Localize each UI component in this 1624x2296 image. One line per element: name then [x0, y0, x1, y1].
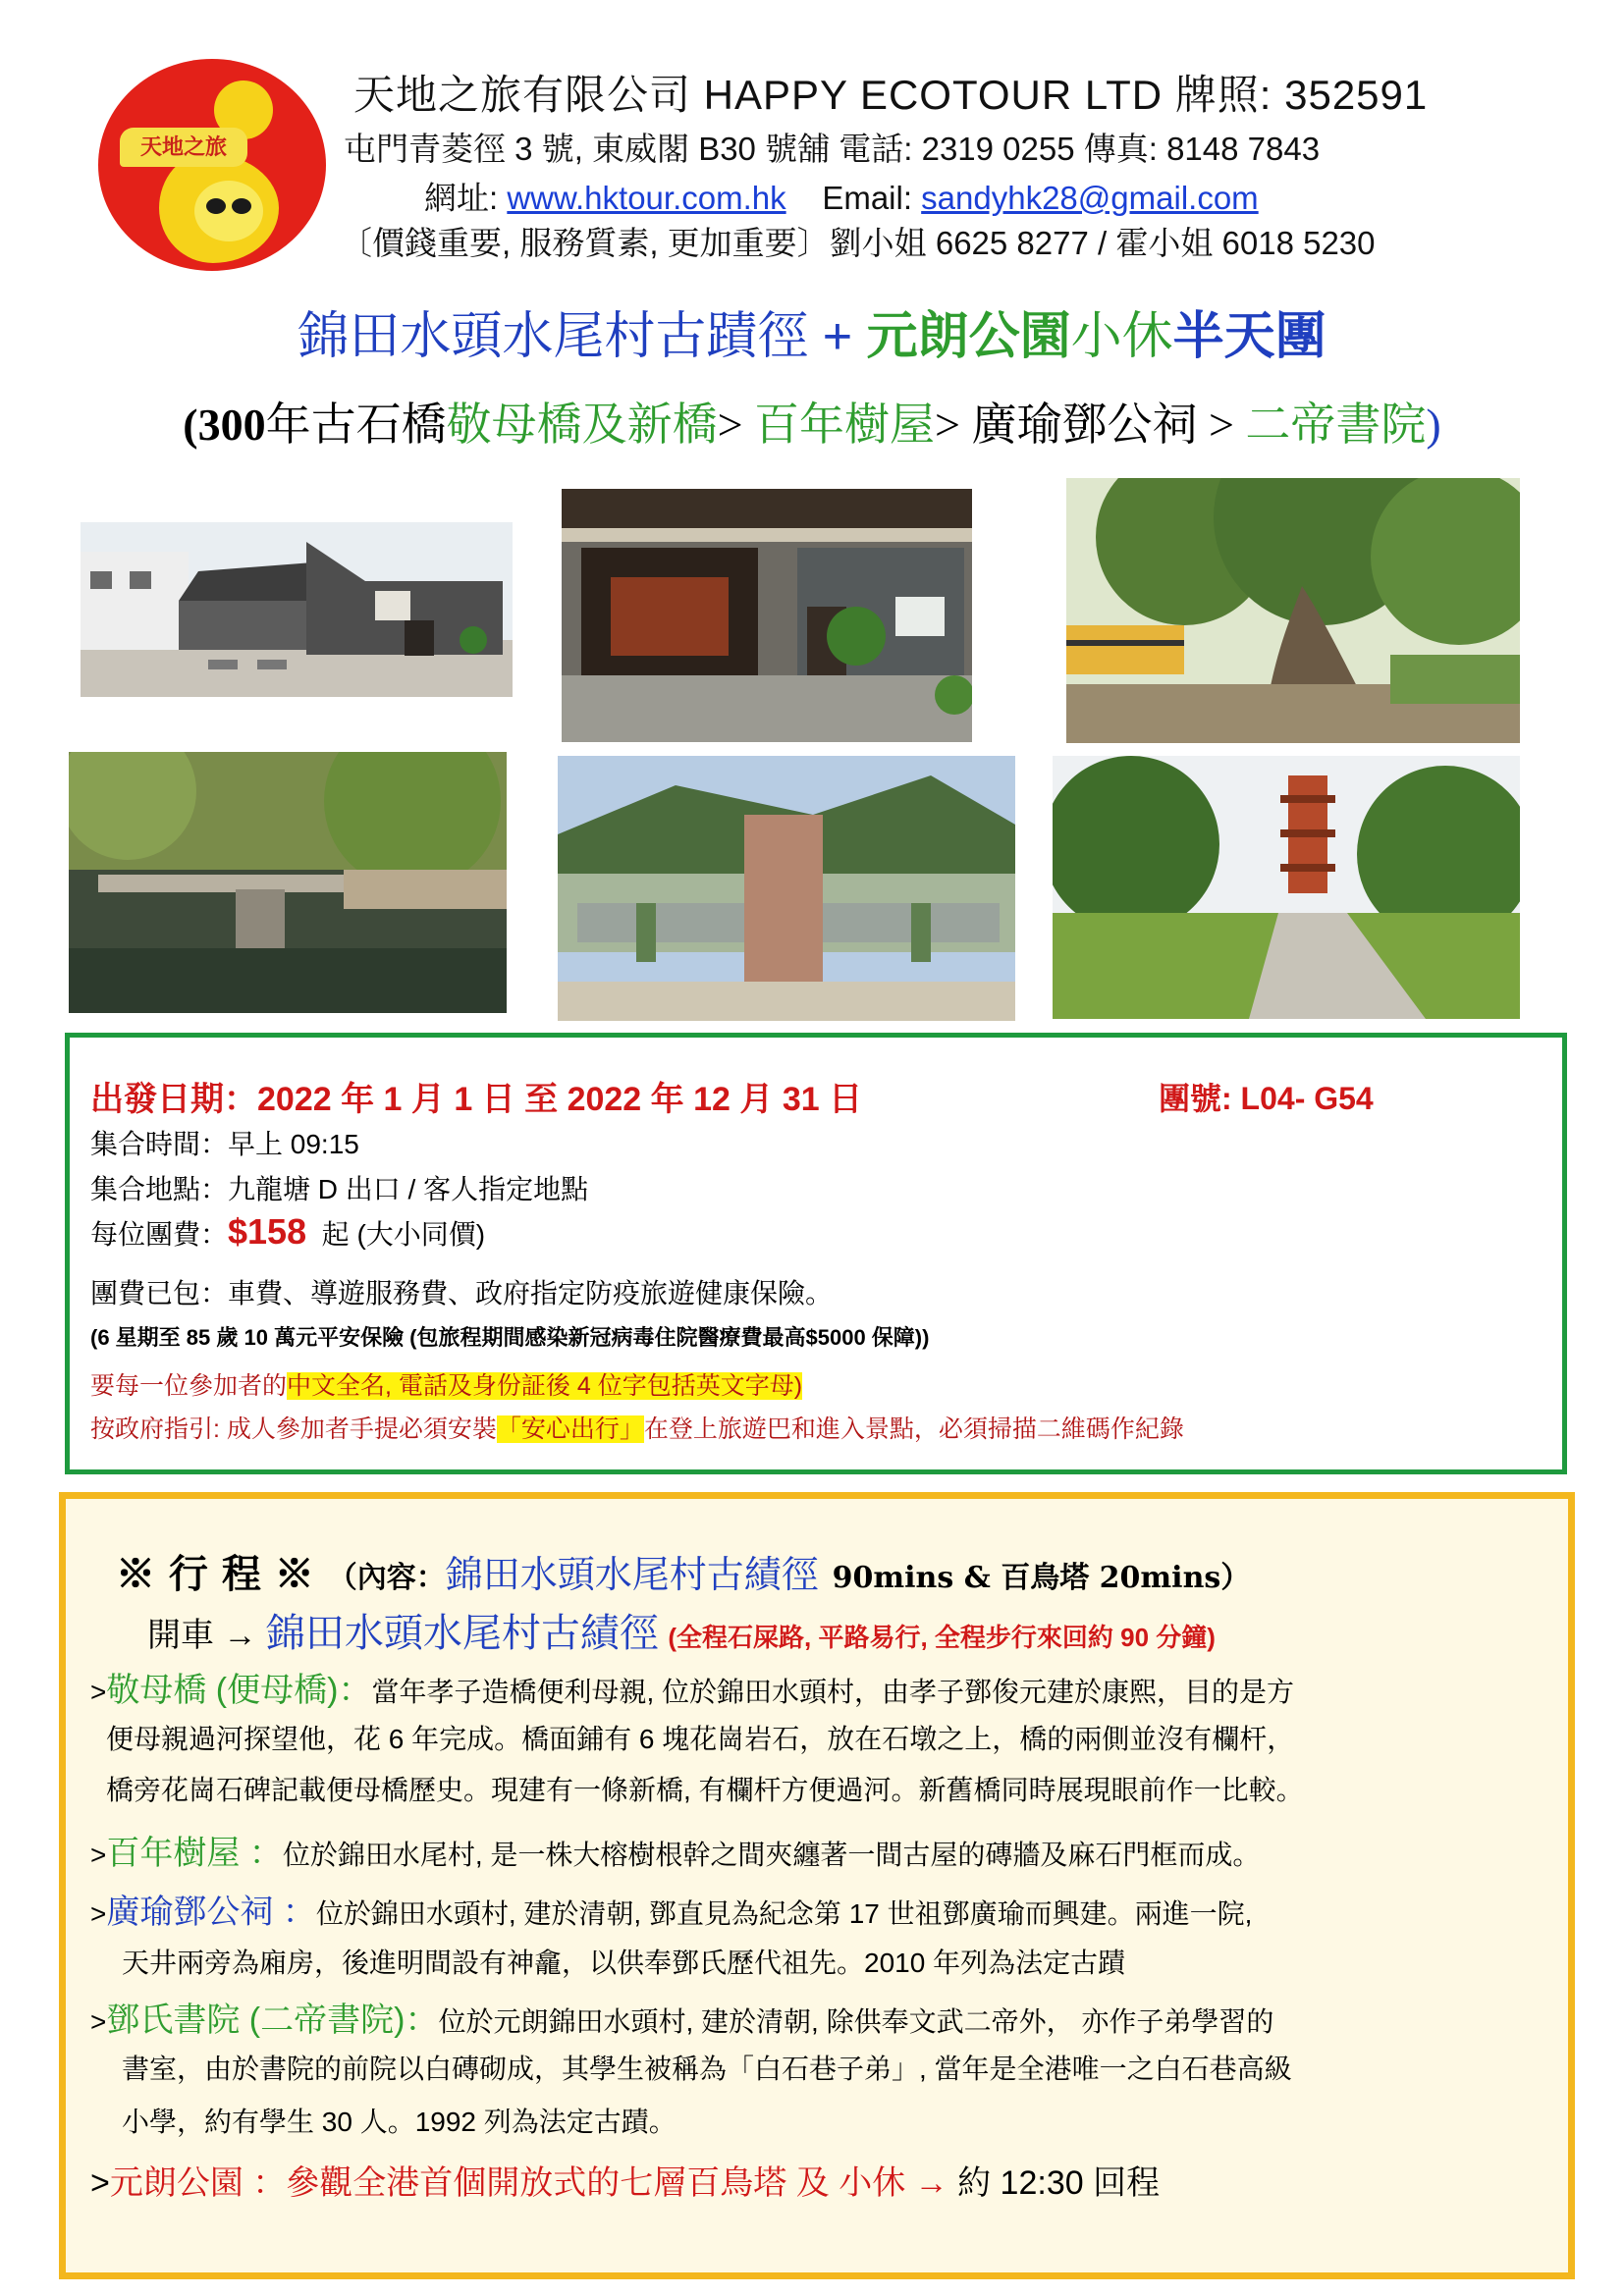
title-part1: 錦田水頭水尾村古蹟徑	[298, 308, 809, 365]
tour-subtitle	[0, 389, 1624, 454]
fee-included: 團費已包：車費、導遊服務費、政府指定防疫旅遊健康保險。	[90, 1278, 834, 1308]
email-label: Email:	[822, 180, 912, 216]
item-title: 百年樹屋 ：	[106, 1835, 283, 1872]
itinerary-item-tang-study-hall	[90, 1993, 1273, 2041]
photo-ancestral-hall-exterior	[81, 522, 513, 697]
title-part4: 半天團	[1172, 308, 1326, 365]
itinerary-item-jingmu-bridge	[90, 1663, 1294, 1711]
sunglasses-icon	[206, 198, 226, 214]
itinerary-content-trail: 錦田水頭水尾村古績徑	[445, 1555, 819, 1596]
departure-date-line	[90, 1072, 862, 1120]
itinerary-content-duration: 90mins & 百鳥塔 20mins）	[832, 1561, 1251, 1595]
insurance-note: (6 星期至 85 歲 10 萬元平安保險 (包旅程期間感染新冠病毒住院醫療費最高$5000 保障))	[90, 1325, 930, 1350]
bullet-icon: >	[90, 1677, 107, 1707]
bullet-icon: >	[90, 1898, 107, 1929]
requirement-prefix: 要每一位參加者的	[90, 1372, 288, 1400]
itinerary-heading	[116, 1543, 1250, 1599]
item-title: 敬母橋 (便母橋)：	[106, 1672, 372, 1709]
title-plus: +	[822, 308, 853, 365]
subtitle-d: 百年樹屋	[754, 400, 936, 450]
drive-note: (全程石屎路, 平路易行, 全程步行來回約 90 分鐘)	[668, 1623, 1216, 1652]
logo-text: 天地之旅	[120, 128, 247, 167]
item-title: 鄧氏書院 (二帝書院)：	[106, 2002, 439, 2039]
company-logo	[98, 59, 326, 271]
requirement-highlight: 中文全名, 電話及身份証後 4 位字包括英文字母)	[287, 1372, 803, 1400]
logo-face	[194, 181, 263, 241]
subtitle-open: (300	[183, 400, 266, 450]
bullet-icon: >	[90, 1840, 107, 1870]
slogan-line: 〔價錢重要, 服務質素, 更加重要〕劉小姐 6625 8277 / 霍小姐 6018 5230	[340, 225, 1376, 261]
email-link[interactable]: sandyhk28@gmail.com	[921, 180, 1259, 216]
itinerary-title: ※ 行 程 ※	[116, 1551, 314, 1597]
guideline-app-name: 「安心出行」	[496, 1415, 644, 1443]
photo-bridge-stele	[558, 756, 1015, 1021]
bullet-icon: >	[90, 2164, 110, 2202]
bullet-icon: >	[90, 2006, 107, 2037]
company-line: 天地之旅有限公司 HAPPY ECOTOUR LTD 牌照: 352591	[353, 72, 1429, 118]
item-text-continued: 橋旁花崗石碑記載便母橋歷史。現建有一條新橋, 有欄杆方便過河。新舊橋同時展現眼前作一比較。	[106, 1775, 1304, 1805]
title-part2: 元朗公園	[866, 308, 1071, 365]
photo-ancestral-hall-courtyard	[562, 489, 972, 742]
return-time: 約 12:30 回程	[957, 2164, 1161, 2202]
item-text-continued: 便母親過河探望他，花 6 年完成。橋面鋪有 6 塊花崗岩石，放在石墩之上，橋的兩側並沒有欄杆，	[106, 1724, 1295, 1754]
tour-title	[0, 294, 1624, 368]
tour-fee-suffix: 起 (大小同價)	[321, 1219, 486, 1250]
photo-stone-bridge	[69, 752, 507, 1013]
drive-label: 開車 →	[147, 1617, 257, 1654]
itinerary-item-tang-ancestral-hall	[90, 1885, 1252, 1933]
subtitle-a: 年古石橋	[265, 400, 447, 450]
tour-fee-price: $158	[228, 1211, 307, 1252]
subtitle-e: > 廣瑜鄧公祠 >	[935, 400, 1234, 450]
item-text-continued: 書室，由於書院的前院以白磚砌成，其學生被稱為「白石巷子弟」, 當年是全港唯一之白石巷高級	[122, 2054, 1292, 2084]
item-text: 當年孝子造橋便利母親, 位於錦田水頭村，由孝子鄧俊元建於康熙，目的是方	[371, 1677, 1295, 1707]
item-text-continued: 小學，約有學生 30 人。1992 列為法定古蹟。	[122, 2107, 677, 2137]
item-text: 位於錦田水頭村, 建於清朝, 鄧直見為紀念第 17 世祖鄧廣瑜而興建。兩進一院,	[315, 1898, 1253, 1929]
meeting-time: 集合時間：早上 09:15	[90, 1129, 359, 1159]
item-text: 位於錦田水尾村, 是一株大榕樹根幹之間夾纏著一間古屋的磚牆及麻石門框而成。	[282, 1840, 1261, 1870]
subtitle-b: 敬母橋及新橋	[446, 400, 718, 450]
title-part3: 小休	[1070, 308, 1173, 365]
participant-info-requirement	[90, 1366, 802, 1402]
website-link[interactable]: www.hktour.com.hk	[507, 180, 786, 216]
tour-number: 團號: L04- G54	[1159, 1081, 1374, 1116]
guideline-suffix: 在登上旅遊巴和進入景點，必須掃描二維碼作紀錄	[643, 1415, 1184, 1443]
meeting-place: 集合地點：九龍塘 D 出口 / 客人指定地點	[90, 1174, 589, 1204]
drive-line	[147, 1602, 1216, 1658]
item-text: 位於元朗錦田水頭村, 建於清朝, 除供奉文武二帝外， 亦作子弟學習的	[438, 2006, 1274, 2037]
drive-destination: 錦田水頭水尾村古績徑	[265, 1612, 659, 1655]
item-title: 廣瑜鄧公祠 ：	[106, 1894, 316, 1931]
photo-bird-pagoda-park	[1053, 756, 1520, 1019]
subtitle-c: >	[717, 400, 743, 450]
itinerary-content-prefix: （內容：	[327, 1561, 446, 1595]
tour-fee-label: 每位團費：	[90, 1219, 229, 1250]
address-line: 屯門青菱徑 3 號, 東威閣 B30 號舖 電話: 2319 0255 傳真: 8148 7843	[344, 131, 1321, 167]
itinerary-item-tree-house	[90, 1826, 1260, 1874]
subtitle-close: )	[1426, 400, 1441, 450]
photo-banyan-tree-house	[1066, 478, 1520, 743]
departure-date-label: 出發日期：	[90, 1081, 257, 1118]
item-text-continued: 天井兩旁為廂房，後進明間設有神龕，以供奉鄧氏歷代祖先。2010 年列為法定古蹟	[122, 1948, 1126, 1978]
tour-fee-line	[90, 1211, 485, 1253]
departure-date-value: 2022 年 1 月 1 日 至 2022 年 12 月 31 日	[257, 1081, 863, 1118]
item-title: 元朗公園 ：參觀全港首個開放式的七層百鳥塔 及 小休 →	[109, 2164, 948, 2202]
itinerary-item-yuen-long-park	[90, 2156, 1160, 2204]
guideline-prefix: 按政府指引: 成人參加者手提必須安裝	[90, 1415, 497, 1443]
web-label: 網址:	[424, 180, 499, 216]
subtitle-f: 二帝書院	[1245, 400, 1427, 450]
sunglasses-icon	[232, 198, 251, 214]
government-guideline	[90, 1410, 1184, 1445]
contact-line	[424, 173, 1259, 219]
